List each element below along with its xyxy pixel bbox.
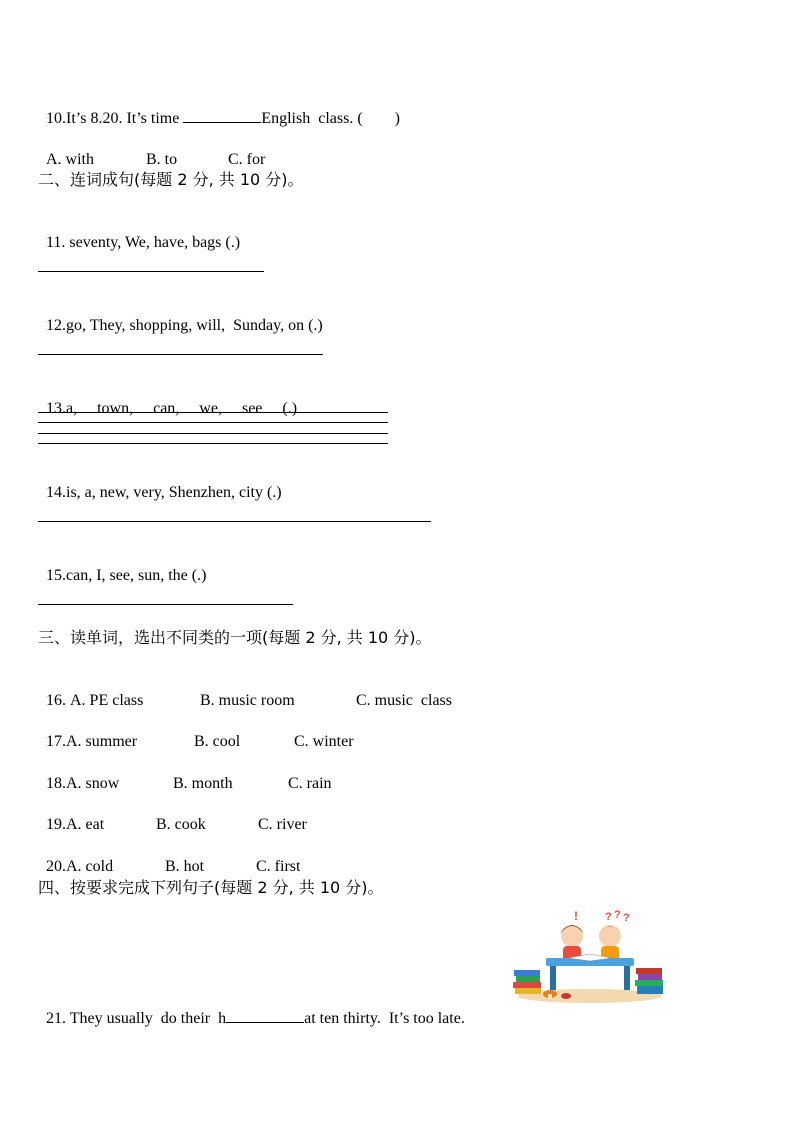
question-number: 16. bbox=[46, 692, 66, 709]
option-b[interactable]: B. cool bbox=[194, 733, 241, 750]
answer-line[interactable] bbox=[38, 433, 388, 434]
children-studying-illustration bbox=[510, 908, 666, 1004]
question-number: 11 bbox=[46, 234, 62, 251]
answer-line[interactable] bbox=[38, 604, 293, 605]
option-b[interactable]: B. month bbox=[173, 775, 233, 792]
question-12 bbox=[38, 296, 323, 336]
question-number: 14. bbox=[46, 484, 66, 501]
answer-blank[interactable] bbox=[183, 108, 261, 123]
answer-line[interactable] bbox=[38, 521, 431, 522]
question-18 bbox=[38, 754, 332, 794]
question-number: 17. bbox=[46, 733, 66, 750]
question-number: 20. bbox=[46, 858, 66, 875]
option-c[interactable]: C. river bbox=[258, 816, 307, 833]
option-c[interactable]: C. first bbox=[256, 858, 301, 875]
question-text: at ten thirty. It’s too late. bbox=[304, 1010, 465, 1027]
svg-text:!: ! bbox=[574, 909, 578, 923]
question-number: 19. bbox=[46, 816, 66, 833]
option-c[interactable]: C. rain bbox=[288, 775, 332, 792]
question-number: 18. bbox=[46, 775, 66, 792]
option-a[interactable]: A. cold bbox=[66, 858, 114, 875]
question-13 bbox=[38, 379, 297, 419]
question-11 bbox=[38, 213, 240, 253]
option-c[interactable]: C. music class bbox=[356, 692, 452, 709]
question-10-options bbox=[38, 130, 265, 170]
option-a[interactable]: A. summer bbox=[66, 733, 138, 750]
svg-text:?: ? bbox=[623, 912, 630, 924]
svg-text:?: ? bbox=[605, 911, 612, 923]
question-text: English class. ( ) bbox=[261, 110, 400, 127]
question-number: 13. bbox=[46, 400, 66, 417]
svg-text:?: ? bbox=[614, 909, 621, 921]
question-17 bbox=[38, 712, 354, 752]
answer-line[interactable] bbox=[38, 412, 388, 413]
option-c[interactable]: C. for bbox=[228, 151, 266, 168]
question-text: . seventy, We, have, bags (.) bbox=[61, 234, 241, 251]
option-a[interactable]: A. PE class bbox=[70, 692, 144, 709]
question-text: a, town, can, we, see (.) bbox=[66, 400, 298, 417]
option-a[interactable]: A. with bbox=[46, 151, 94, 168]
section-heading: 四、按要求完成下列句子(每题 2 分, 共 10 分)。 bbox=[38, 878, 384, 897]
option-b[interactable]: B. cook bbox=[156, 816, 206, 833]
question-text: It’s 8.20. It’s time bbox=[66, 110, 184, 127]
question-16 bbox=[38, 671, 452, 711]
question-text: can, I, see, sun, the (.) bbox=[66, 567, 207, 584]
option-b[interactable]: B. to bbox=[146, 151, 178, 168]
question-19 bbox=[38, 795, 307, 835]
question-10 bbox=[38, 88, 400, 129]
answer-line[interactable] bbox=[38, 354, 323, 355]
option-c[interactable]: C. winter bbox=[294, 733, 354, 750]
option-b[interactable]: B. hot bbox=[165, 858, 205, 875]
question-14 bbox=[38, 463, 282, 503]
answer-blank[interactable] bbox=[226, 1008, 304, 1023]
question-text: is, a, new, very, Shenzhen, city (.) bbox=[66, 484, 282, 501]
answer-line[interactable] bbox=[38, 443, 388, 444]
section-heading: 二、连词成句(每题 2 分, 共 10 分)。 bbox=[38, 170, 304, 189]
answer-line[interactable] bbox=[38, 271, 264, 272]
question-number: 12. bbox=[46, 317, 66, 334]
option-b[interactable]: B. music room bbox=[200, 692, 295, 709]
question-number: 21 bbox=[46, 1010, 62, 1027]
question-15 bbox=[38, 546, 206, 586]
question-21 bbox=[38, 988, 465, 1029]
question-text: . They usually do their h bbox=[62, 1010, 227, 1027]
option-a[interactable]: A. eat bbox=[66, 816, 105, 833]
section-heading: 三、读单词，选出不同类的一项(每题 2 分, 共 10 分)。 bbox=[38, 628, 432, 647]
question-number: 15. bbox=[46, 567, 66, 584]
question-20 bbox=[38, 837, 300, 877]
answer-line[interactable] bbox=[38, 422, 388, 423]
option-a[interactable]: A. snow bbox=[66, 775, 120, 792]
question-text: go, They, shopping, will, Sunday, on (.) bbox=[66, 317, 323, 334]
question-number: 10. bbox=[46, 110, 66, 127]
